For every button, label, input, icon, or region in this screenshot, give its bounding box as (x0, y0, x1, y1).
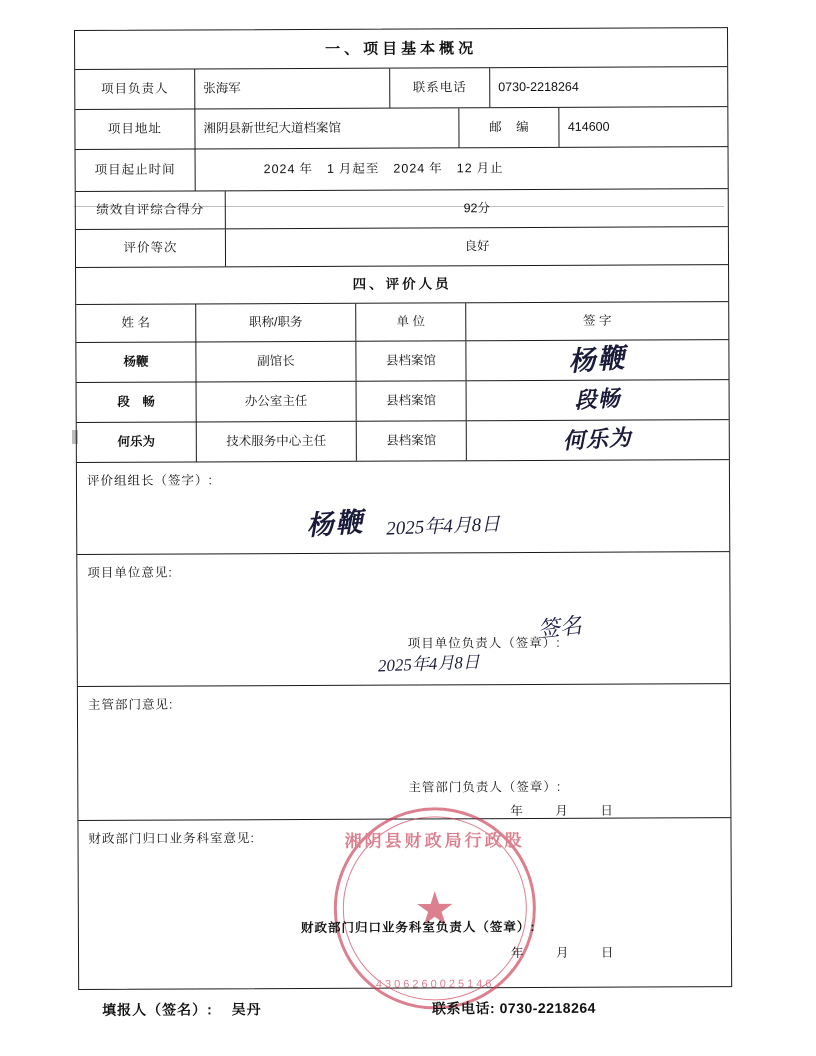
filler-area (74, 998, 432, 1020)
label-postcode: 邮 编 (460, 108, 560, 147)
header-name: 姓 名 (76, 304, 196, 342)
section1-title-row (75, 28, 727, 70)
filler-label: 填报人（签名）: (102, 1001, 213, 1018)
person-signature (467, 380, 729, 420)
dept-opinion-sign-label: 主管部门负责人（签章）: (408, 779, 562, 795)
finance-opinion-label: 财政部门归口业务科室意见: (88, 831, 256, 846)
period-year-unit-start: 年 (299, 161, 313, 176)
handwritten-signature: 签名 (536, 612, 583, 643)
unit-opinion-sign-label: 项目单位负责人（签章）: (407, 635, 561, 651)
handwritten-date: 2025年4月8日 (385, 514, 501, 540)
period-month-end: 12 (456, 161, 473, 176)
project-period-row (76, 147, 728, 192)
performance-evaluation-form (74, 27, 732, 990)
basic-row-1 (75, 67, 727, 110)
value-project-period (196, 147, 728, 190)
label-total-score: 绩效自评综合得分 (76, 191, 226, 229)
header-unit: 单 位 (356, 303, 466, 340)
finance-opinion-sign-label: 财政部门归口业务科室负责人（签章）: (300, 919, 536, 936)
person-signature (466, 340, 728, 380)
label-project-address: 项目地址 (75, 109, 195, 149)
person-name: 段 畅 (77, 382, 197, 422)
evaluation-leader-label: 评价组组长（签字）: (86, 473, 213, 488)
period-month-start: 1 (326, 161, 335, 176)
handwritten-signature: 段畅 (573, 385, 622, 414)
people-table-header (76, 302, 728, 343)
footer-phone-area (432, 998, 596, 1019)
person-unit: 县档案馆 (356, 341, 466, 380)
seal-bottom-text: 4306260025146 (375, 978, 495, 991)
person-title: 办公室主任 (197, 382, 357, 422)
score-row (76, 189, 728, 230)
section4-title-row (76, 265, 728, 305)
period-year-unit-end: 年 (429, 161, 443, 176)
footer-phone-label: 联系电话: (432, 1000, 496, 1017)
table-row (77, 380, 729, 423)
person-unit: 县档案馆 (357, 381, 467, 420)
finance-opinion-block (78, 818, 731, 989)
footer-phone-value: 0730-2218264 (499, 999, 596, 1017)
period-year-start: 2024 (263, 161, 296, 176)
period-year-end: 2024 (393, 161, 426, 176)
label-project-manager: 项目负责人 (75, 69, 195, 109)
value-project-address: 湘阴县新世纪大道档案馆 (195, 108, 460, 148)
person-title: 副馆长 (196, 342, 356, 382)
value-contact-phone: 0730-2218264 (498, 79, 579, 94)
person-name: 何乐为 (77, 422, 197, 462)
dept-opinion-date-placeholder: 年 月 日 (510, 803, 623, 819)
project-period-line (204, 160, 504, 179)
finance-opinion-date-placeholder: 年 月 日 (511, 945, 624, 961)
evaluation-leader-signature-area (87, 500, 719, 542)
handwritten-date: 2025年4月8日 (377, 652, 481, 676)
value-project-manager: 张海军 (195, 69, 390, 109)
basic-row-2 (75, 107, 727, 150)
value-total-score: 92分 (463, 200, 491, 216)
handwritten-signature: 何乐为 (562, 424, 633, 454)
person-title: 技术服务中心主任 (197, 422, 357, 462)
person-name: 杨鞭 (76, 342, 196, 382)
period-month-unit-end: 月止 (476, 160, 504, 175)
value-grade: 良好 (464, 238, 490, 254)
table-row (77, 420, 729, 463)
person-signature (467, 420, 729, 460)
section4-title: 四、评价人员 (352, 275, 452, 292)
handwritten-signature: 杨鞭 (567, 342, 628, 377)
evaluation-leader-block (77, 460, 729, 555)
label-project-period: 项目起止时间 (76, 149, 196, 191)
dept-opinion-block (78, 684, 731, 821)
unit-opinion-block (77, 552, 730, 687)
handwritten-signature: 杨鞭 (305, 506, 366, 541)
label-contact-phone: 联系电话 (390, 68, 490, 107)
label-grade: 评价等次 (76, 229, 226, 267)
dept-opinion-label: 主管部门意见: (87, 697, 174, 712)
unit-opinion-label: 项目单位意见: (87, 565, 173, 580)
header-title: 职称/职务 (196, 304, 356, 342)
section1-title: 一、项目基本概况 (325, 39, 478, 58)
value-postcode: 414600 (567, 119, 610, 134)
header-signature: 签 字 (582, 313, 612, 328)
table-row (76, 340, 728, 383)
person-unit: 县档案馆 (357, 421, 467, 460)
period-month-unit-start: 月起至 (338, 161, 380, 176)
form-footer (74, 997, 728, 1020)
filler-name: 吴丹 (231, 1001, 262, 1018)
grade-row (76, 227, 728, 268)
seal-top-text: 湘阴县财政局行政股 (344, 831, 525, 851)
